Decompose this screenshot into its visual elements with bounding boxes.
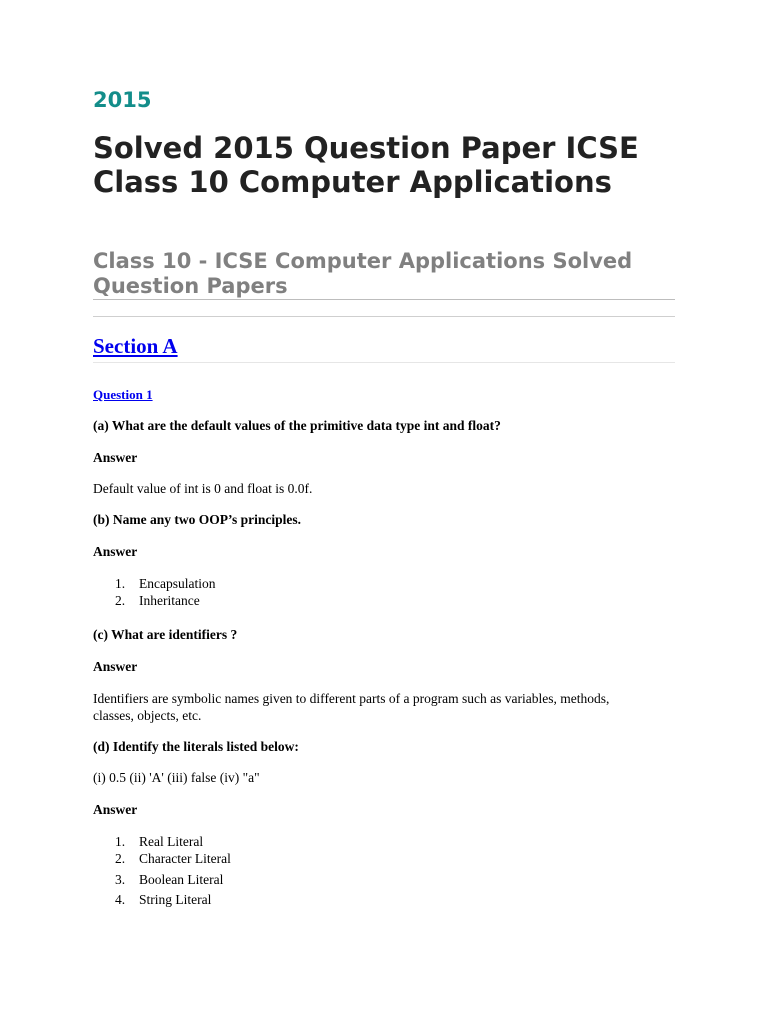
year-heading: 2015 <box>93 88 152 112</box>
divider <box>93 316 675 317</box>
list-item: 1. Real Literal <box>115 834 204 849</box>
answer-label: Answer <box>93 802 138 817</box>
answer-label: Answer <box>93 659 138 674</box>
question-part-b: (b) Name any two OOP’s principles. <box>93 512 301 527</box>
page-subtitle: Class 10 - ICSE Computer Applications Solved Question Papers <box>93 249 633 298</box>
question-part-d: (d) Identify the literals listed below: <box>93 739 299 754</box>
answer-list-d <box>93 834 231 909</box>
question-part-a: (a) What are the default values of the primitive data type int and float? <box>93 418 501 433</box>
question-part-c: (c) What are identifiers ? <box>93 627 238 642</box>
page-title: Solved 2015 Question Paper ICSE Class 10 Computer Applications <box>93 131 639 199</box>
literals-prompt: (i) 0.5 (ii) 'A' (iii) false (iv) "a" <box>93 770 260 785</box>
divider <box>93 299 675 300</box>
list-item: 3. Boolean Literal <box>115 872 224 887</box>
answer-part-c: Identifiers are symbolic names given to different parts of a program such as variables, methods, classes, objects, etc. <box>93 691 610 723</box>
list-item: 2. Character Literal <box>115 851 231 866</box>
list-item: 1. Encapsulation <box>115 576 216 591</box>
divider <box>93 362 675 363</box>
answer-list-b <box>93 576 215 610</box>
list-item: 4. String Literal <box>115 892 212 907</box>
section-a-link[interactable]: Section A <box>93 334 178 358</box>
list-item: 2. Inheritance <box>115 593 200 608</box>
answer-label: Answer <box>93 450 138 465</box>
answer-part-a: Default value of int is 0 and float is 0.0f. <box>93 481 313 496</box>
question-1-link[interactable]: Question 1 <box>93 387 153 402</box>
answer-label: Answer <box>93 544 138 559</box>
